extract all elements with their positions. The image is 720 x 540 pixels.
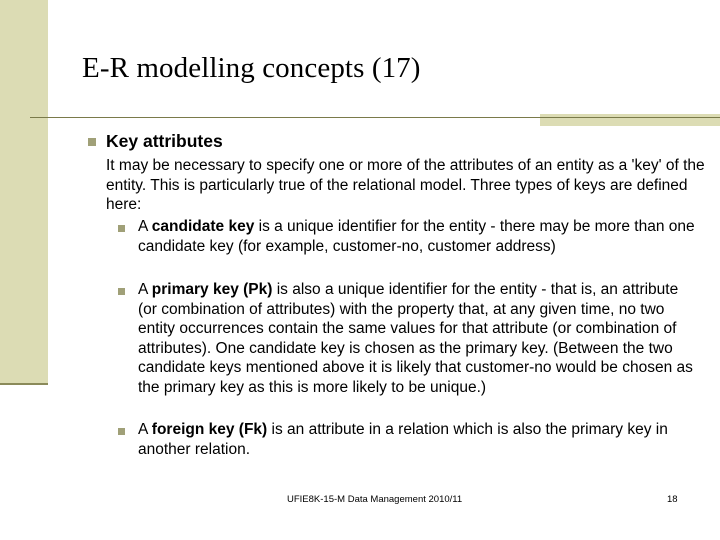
section-heading: Key attributes — [106, 131, 223, 151]
title-rule-accent — [540, 114, 720, 126]
title-rule — [30, 117, 720, 118]
decorative-side-band — [0, 0, 48, 383]
bullet-foreign-key — [138, 420, 700, 459]
square-bullet-icon — [118, 288, 125, 295]
bullet-text: is also a unique identifier for the entity - that is, an attribute (or combination of attributes) with the property that, at any given time, no two entity occurrences contain the same values for that attribute (or combination of attributes). One candidate key is chosen as the primary key. (Between the two candidate keys mentioned above it is likely that customer-no would be chosen as the primary key as this is more likely to be unique.) — [138, 281, 693, 396]
bullet-term: candidate key — [151, 218, 255, 235]
slide-footer: UFIE8K-15-M Data Management 2010/11 — [287, 494, 463, 505]
intro-paragraph: It may be necessary to specify one or more of the attributes of an entity as a 'key' of the entity. This is particularly true of the relational model. Three types of keys are defined here: — [106, 157, 705, 213]
bullet-candidate-key — [138, 217, 700, 256]
square-bullet-icon — [118, 225, 125, 232]
bullet-text: is a unique identifier for the entity - there may be more than one candidate key (for example, customer-no, customer address) — [138, 218, 695, 255]
bullet-primary-key — [138, 280, 700, 397]
bullet-text: is an attribute in a relation which is also the primary key in another relation. — [138, 421, 668, 458]
bullet-term-prefix: A — [138, 218, 152, 235]
bullet-term: foreign key (Fk) — [151, 421, 268, 438]
slide-title: E-R modelling concepts (17) — [82, 52, 421, 84]
bullet-term: primary key (Pk) — [151, 281, 273, 298]
square-bullet-icon — [88, 138, 96, 146]
decorative-band-line — [0, 383, 48, 385]
page-number: 18 — [667, 494, 678, 505]
bullet-term-prefix: A — [138, 421, 152, 438]
bullet-term-prefix: A — [138, 281, 152, 298]
square-bullet-icon — [118, 428, 125, 435]
